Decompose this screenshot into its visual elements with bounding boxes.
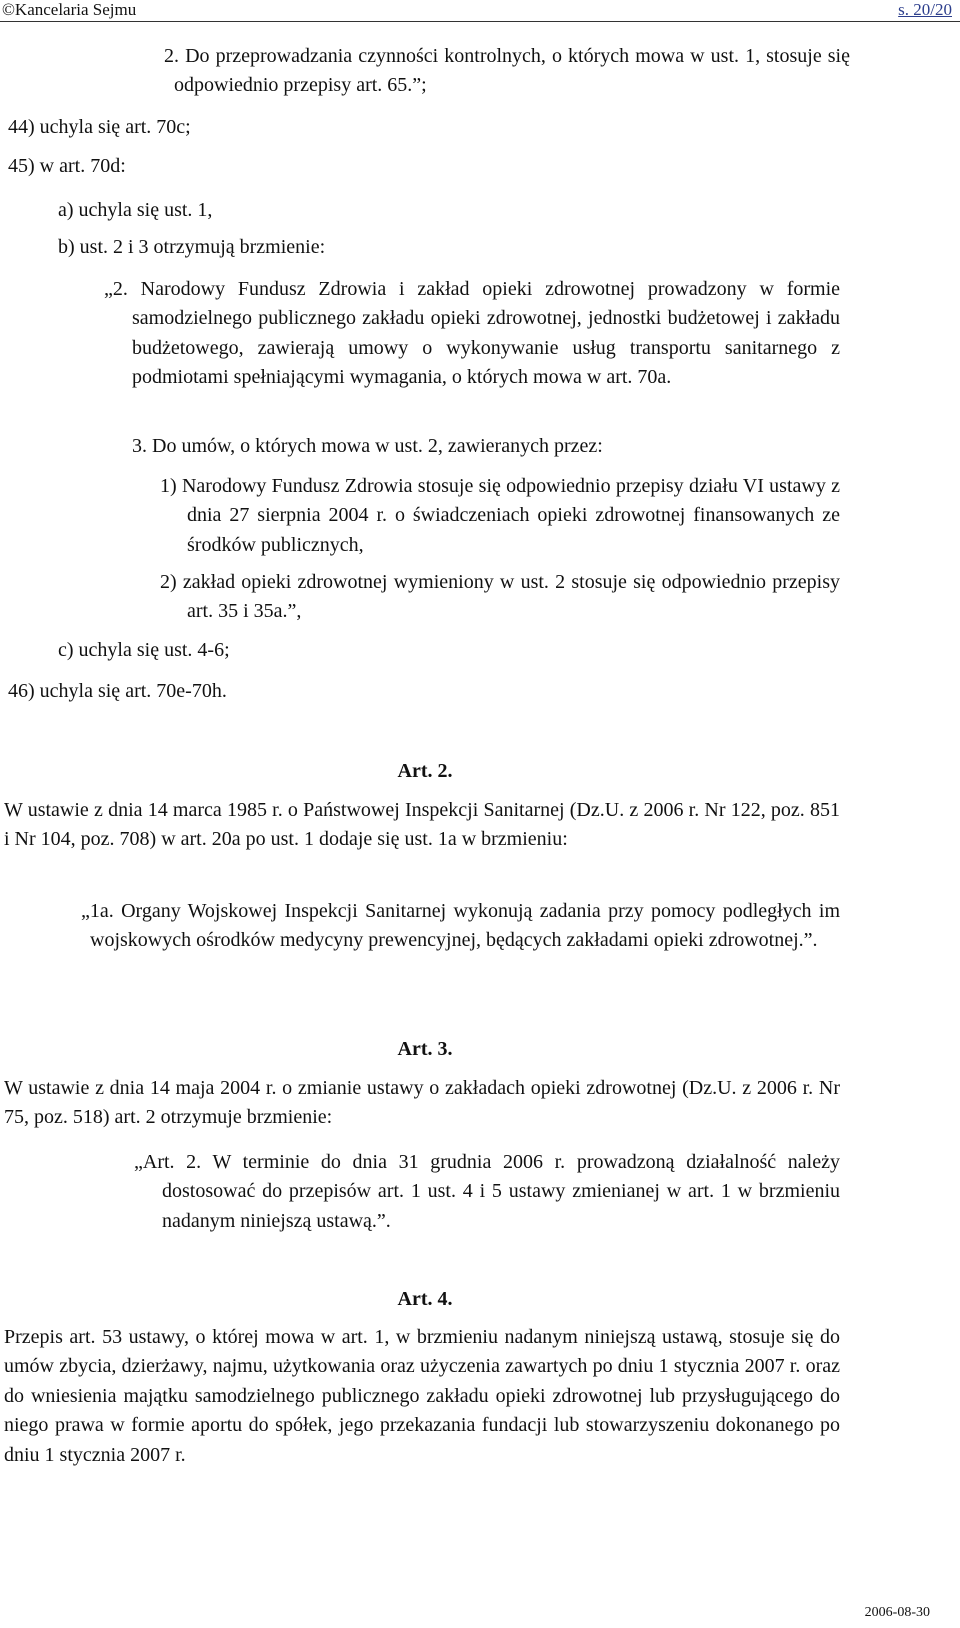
quote-ust-2: „2. Narodowy Fundusz Zdrowia i zakład opieki zdrowotnej prowadzony w formie samodzielnego publicznego zakładu opieki zdrowotnej, jednostki budżetowej i zakładu budżetowego, zawierają umowy o wykonywanie usług transportu sanitarnego z podmiotami spełniającymi wymagania, o których mowa w art. 70a. xyxy=(104,278,840,389)
quote-ust-3-pkt-1: 1) Narodowy Fundusz Zdrowia stosuje się odpowiednio przepisy działu VI ustawy z dnia 27 sierpnia 2004 r. o świadczeniach opieki zdrowotnej finansowanych ze środków publicznych, xyxy=(160,475,840,556)
point-45-a: a) uchyla się ust. 1, xyxy=(58,199,213,221)
point-45: 45) w art. 70d: xyxy=(8,155,126,177)
footer-date: 2006-08-30 xyxy=(864,1605,930,1620)
point-45-b: b) ust. 2 i 3 otrzymują brzmienie: xyxy=(58,236,326,258)
point-45-c: c) uchyla się ust. 4-6; xyxy=(58,639,230,661)
header-page-number[interactable]: s. 20/20 xyxy=(898,0,952,19)
quote-ust-3: 3. Do umów, o których mowa w ust. 2, zawieranych przez: xyxy=(132,435,603,457)
point-44: 44) uchyla się art. 70c; xyxy=(8,116,191,138)
article-3-title: Art. 3. xyxy=(397,1038,453,1060)
article-2-title: Art. 2. xyxy=(397,760,453,782)
point-46: 46) uchyla się art. 70e-70h. xyxy=(8,680,227,702)
article-3-text: W ustawie z dnia 14 maja 2004 r. o zmianie ustawy o zakładach opieki zdrowotnej (Dz.U. z 2006 r. Nr 75, poz. 518) art. 2 otrzymuje brzmienie: xyxy=(4,1077,840,1129)
article-2-text: W ustawie z dnia 14 marca 1985 r. o Państwowej Inspekcji Sanitarnej (Dz.U. z 2006 r. Nr 122, poz. 851 i Nr 104, poz. 708) w art. 20a po ust. 1 dodaje się ust. 1a w brzmieniu: xyxy=(4,799,840,851)
article-3-quote: „Art. 2. W terminie do dnia 31 grudnia 2006 r. prowadzoną działalność należy dostosować do przepisów art. 1 ust. 4 i 5 ustawy zmienianej w art. 1 w brzmieniu nadanym niniejszą ustawą.”. xyxy=(134,1151,840,1232)
page-header xyxy=(0,0,960,22)
header-source: ©Kancelaria Sejmu xyxy=(2,0,137,19)
header-rule xyxy=(0,21,960,22)
article-2-quote: „1a. Organy Wojskowej Inspekcji Sanitarnej wykonują zadania przy pomocy podległych im wojskowych ośrodków medycyny prewencyjnej, będących zakładami opieki zdrowotnej.”. xyxy=(81,900,840,952)
paragraph-ust2-control: 2. Do przeprowadzania czynności kontrolnych, o których mowa w ust. 1, stosuje się odpowiednio przepisy art. 65.”; xyxy=(164,45,850,97)
quote-ust-3-pkt-2: 2) zakład opieki zdrowotnej wymieniony w ust. 2 stosuje się odpowiednio przepisy art. 35 i 35a.”, xyxy=(160,571,840,623)
article-4-title: Art. 4. xyxy=(397,1288,453,1310)
article-4-text: Przepis art. 53 ustawy, o której mowa w art. 1, w brzmieniu nadanym niniejszą ustawą, stosuje się do umów zbycia, dzierżawy, najmu, użytkowania oraz użyczenia zawartych po dniu 1 stycznia 2007 r. oraz do wniesienia majątku samodzielnego publicznego zakładu opieki zdrowotnej lub przysługującego do niego prawa w formie aportu do spółek, jego przekazania fundacji lub stowarzyszeniu dokonanego po dniu 1 stycznia 2007 r. xyxy=(4,1326,840,1466)
